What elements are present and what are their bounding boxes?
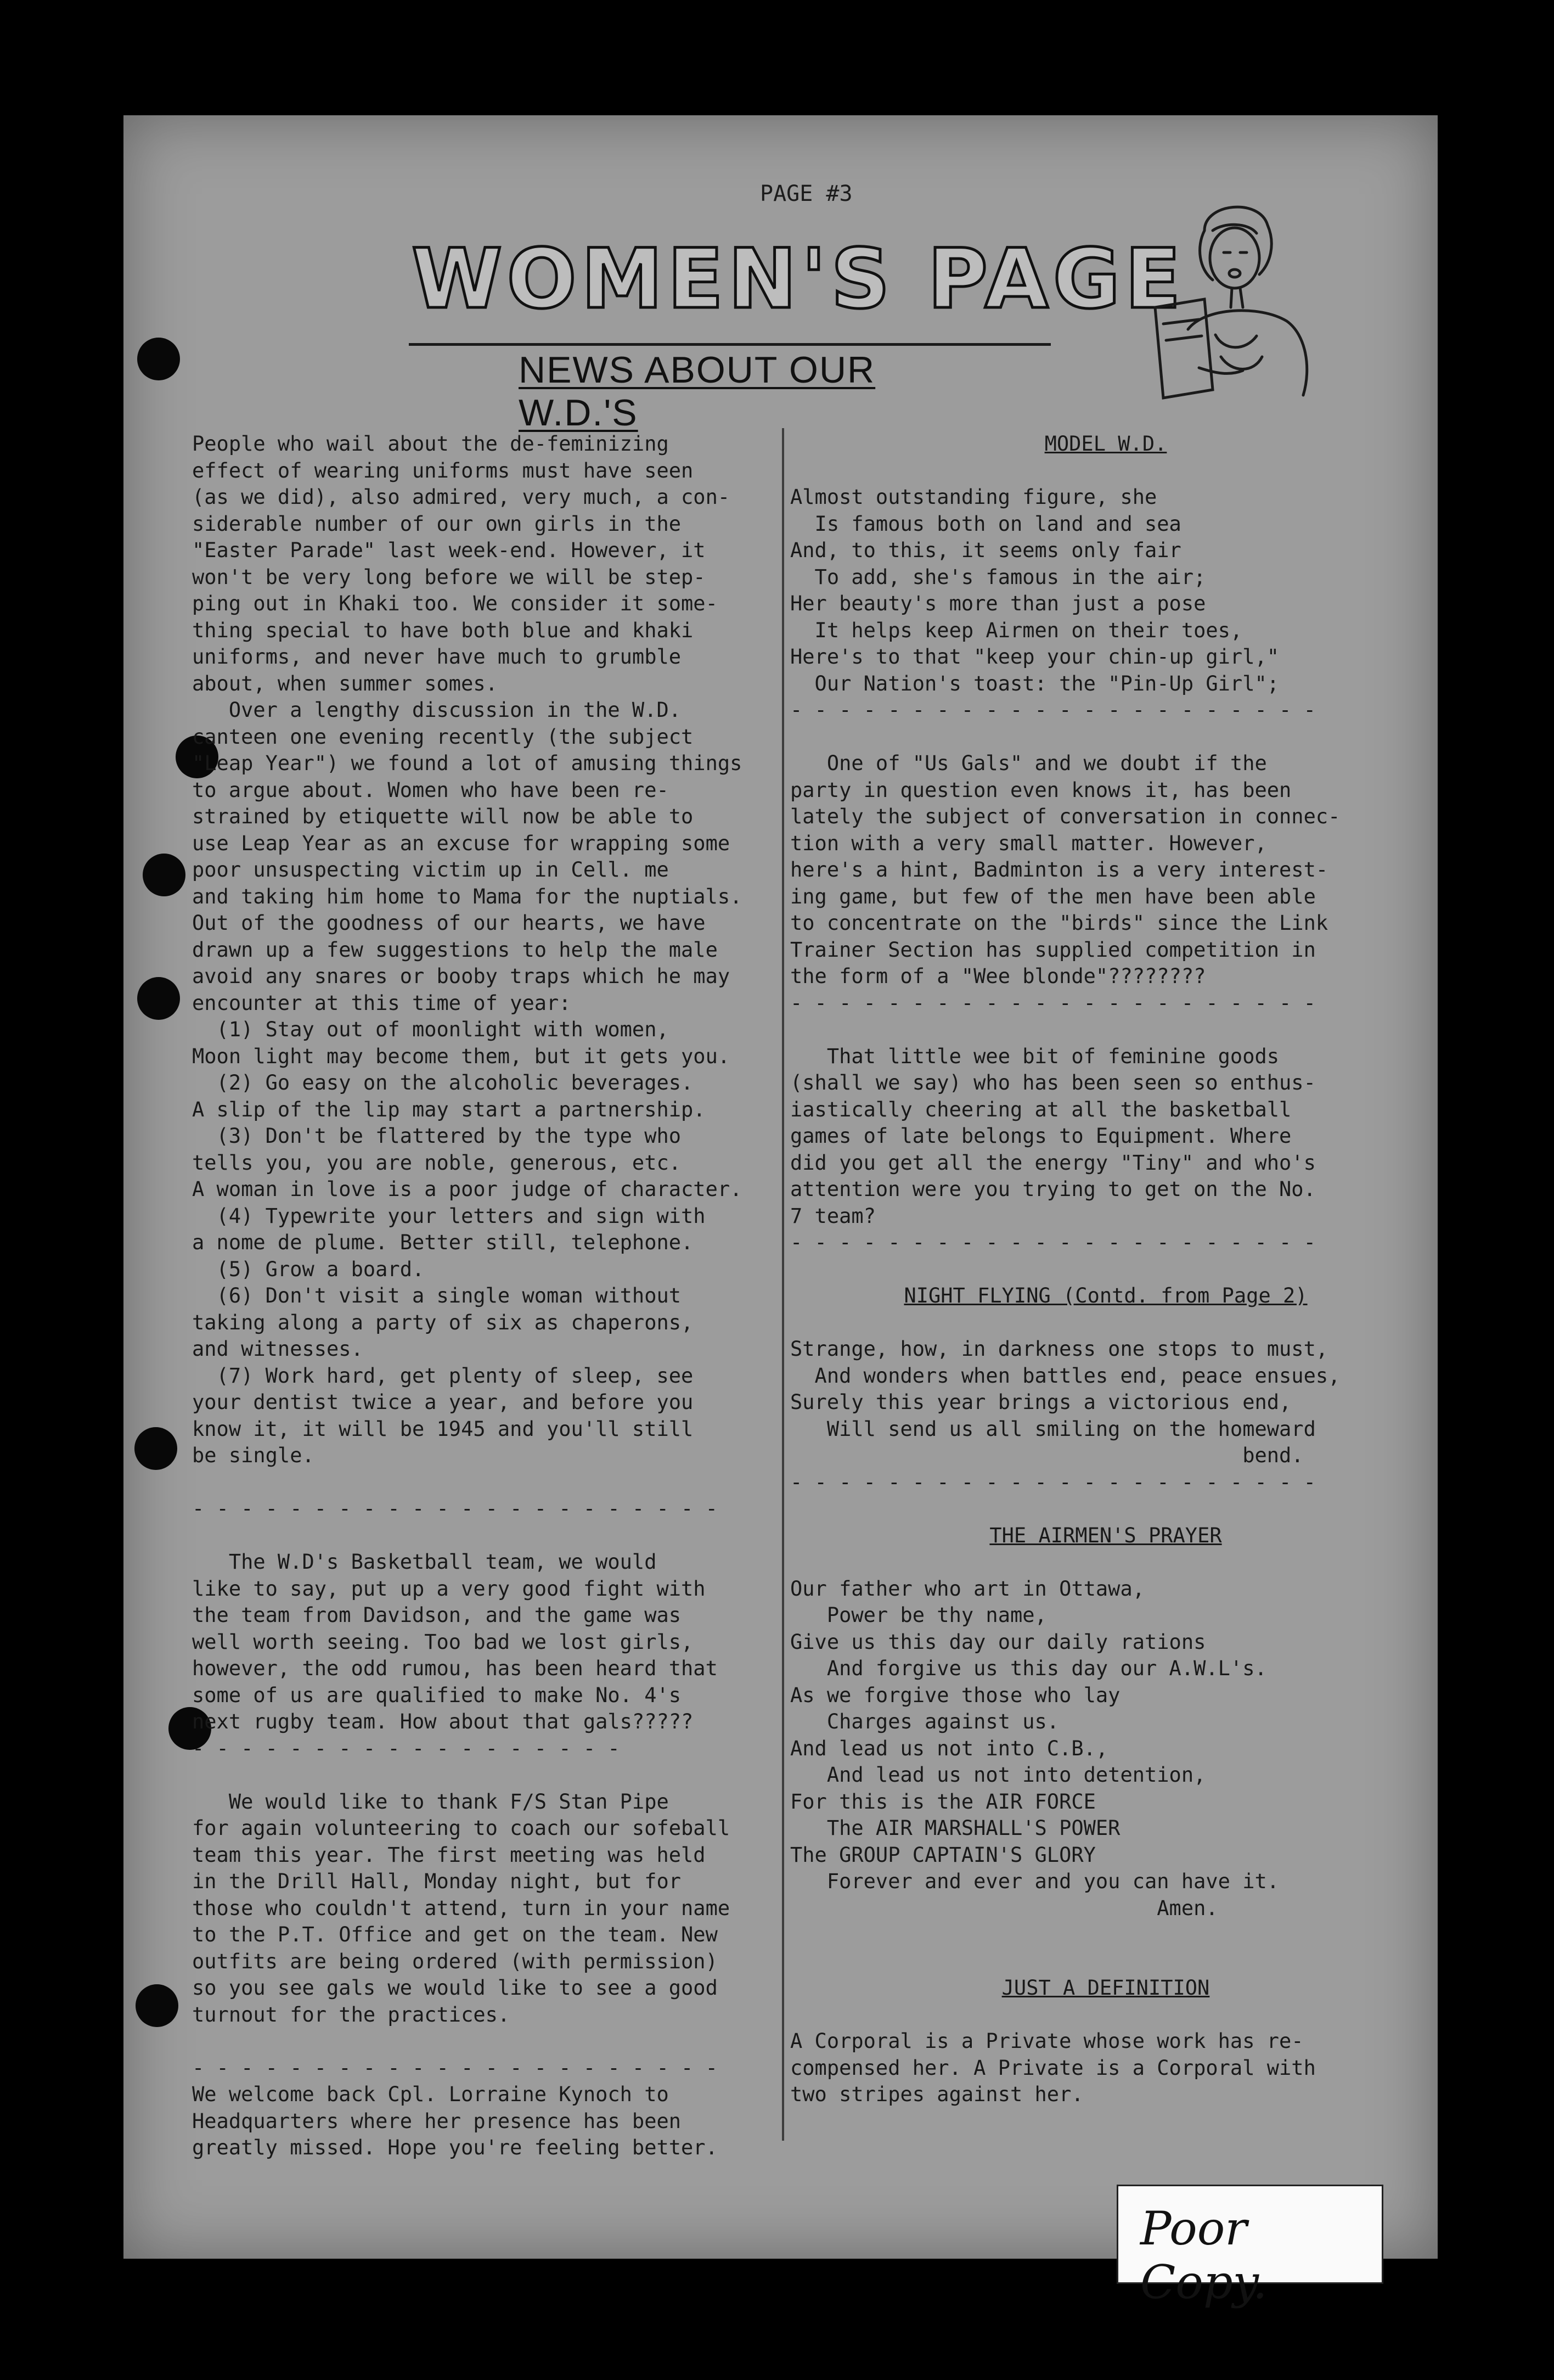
left-column-line: We welcome back Cpl. Lorraine Kynoch to [192,2082,669,2106]
left-column-line: Headquarters where her presence has been [192,2109,682,2133]
right-column-line: Amen. [790,1896,1218,1920]
right-column-line [790,1496,1421,1523]
left-column-line: Over a lengthy discussion in the W.D. [192,698,682,722]
subhead: NEWS ABOUT OUR W.D.'S [519,349,876,434]
left-column-line: next rugby team. How about that gals????? [192,1710,694,1733]
right-column-line: games of late belongs to Equipment. Where [790,1124,1292,1148]
left-column-line: to argue about. Women who have been re- [192,778,669,802]
right-column-line: tion with a very small matter. However, [790,831,1267,855]
punch-hole [134,1427,177,1470]
left-column-line: "Easter Parade" last week-end. However, it [192,538,706,562]
right-column-line: That little wee bit of feminine goods [790,1044,1280,1068]
right-column-line: MODEL W.D. [1044,432,1167,456]
left-column-line: The W.D's Basketball team, we would [192,1550,657,1574]
pin-up-girl-illustration [1122,192,1336,412]
left-column-line: won't be very long before we will be step- [192,565,706,589]
right-column-line [790,1549,1421,1576]
left-column-line: thing special to have both blue and khaki [192,618,694,642]
left-column-line: outfits are being ordered (with permission) [192,1949,718,1973]
document-page [123,115,1438,2309]
right-column-line: Is famous both on land and sea [790,512,1181,536]
left-column-line: siderable number of our own girls in the [192,512,682,536]
left-column-line: (5) Grow a board. [192,1257,425,1281]
left-column-line: - - - - - - - - - - - - - - - - - - - - - - [192,2056,718,2080]
right-column-line: As we forgive those who lay [790,1683,1121,1707]
left-column-line: drawn up a few suggestions to help the male [192,938,718,962]
left-column-line: effect of wearing uniforms must have seen [192,458,694,482]
right-column-line: two stripes against her. [790,2082,1084,2106]
masthead-rule [409,343,1051,346]
left-column-line: - - - - - - - - - - - - - - - - - - - - - - [192,1497,718,1520]
right-column-line: the form of a "Wee blonde"???????? [790,964,1206,988]
right-column-line: Almost outstanding figure, she [790,485,1157,509]
left-column-line: avoid any snares or booby traps which he may [192,964,730,988]
right-column-line: ing game, but few of the men have been able [790,884,1316,908]
masthead-title [343,231,1254,321]
left-column-line: to the P.T. Office and get on the team. New [192,1923,718,1946]
right-column-line: lately the subject of conversation in connec- [790,805,1341,828]
right-column-line [790,1949,1421,1975]
left-column-line: know it, it will be 1945 and you'll still [192,1417,694,1441]
right-column-line: Power be thy name, [790,1603,1047,1627]
right-column-line: For this is the AIR FORCE [790,1789,1096,1814]
left-column-line: "Leap Year") we found a lot of amusing things [192,751,742,775]
left-column-line: about, when summer somes. [192,671,498,695]
right-column-line: And forgive us this day our A.W.L's. [790,1657,1267,1680]
right-column-line: THE AIRMEN'S PRAYER [989,1523,1222,1547]
left-column-line: tells you, you are noble, generous, etc. [192,1150,682,1175]
right-column-line: To add, she's famous in the air; [790,565,1206,589]
left-column-line: and taking him home to Mama for the nuptials. [192,884,742,908]
left-column-line: those who couldn't attend, turn in your name [192,1896,730,1920]
right-column-line [790,1017,1421,1043]
right-column-line: And lead us not into C.B., [790,1736,1108,1760]
right-column-line: Will send us all smiling on the homeward [790,1417,1316,1441]
right-column-line: And wonders when battles end, peace ensues, [790,1363,1341,1388]
right-column-line: Give us this day our daily rations [790,1630,1206,1654]
left-column-line: poor unsuspecting victim up in Cell. me [192,858,669,882]
right-column-line [790,2002,1421,2029]
left-column-line: taking along a party of six as chaperons, [192,1310,694,1334]
right-column-line: The AIR MARSHALL'S POWER [790,1816,1121,1840]
right-column [790,431,1421,2108]
left-column-line: well worth seeing. Too bad we lost girls, [192,1630,694,1654]
left-column-line: (6) Don't visit a single woman without [192,1284,682,1307]
right-column-line: Here's to that "keep your chin-up girl," [790,645,1280,669]
right-column-line: Surely this year brings a victorious end, [790,1390,1292,1414]
right-column-line: One of "Us Gals" and we doubt if the [790,751,1267,775]
right-column-line: - - - - - - - - - - - - - - - - - - - - - - [790,1470,1316,1494]
right-column-line: Her beauty's more than just a pose [790,592,1206,615]
right-column-line: Our Nation's toast: the "Pin-Up Girl"; [790,671,1280,695]
left-column-line: (4) Typewrite your letters and sign with [192,1204,706,1228]
right-column-line: And, to this, it seems only fair [790,538,1181,562]
right-column-line: NIGHT FLYING (Contd. from Page 2) [904,1284,1308,1307]
left-column-line: turnout for the practices. [192,2002,510,2027]
punch-hole [137,338,180,380]
left-column-line: in the Drill Hall, Monday night, but for [192,1870,682,1893]
left-column-line: (2) Go easy on the alcoholic beverages. [192,1071,694,1094]
right-column-line: Forever and ever and you can have it. [790,1870,1280,1893]
right-column-line: attention were you trying to get on the No. [790,1177,1316,1201]
masthead-text: WOMEN'S PAGE [411,232,1186,321]
right-column-line: party in question even knows it, has been [790,778,1292,802]
right-column-line: - - - - - - - - - - - - - - - - - - - - - - [790,1231,1316,1254]
left-column-line: however, the odd rumou, has been heard that [192,1657,718,1680]
right-column-line [790,458,1421,485]
right-column-line: here's a hint, Badminton is a very interest- [790,858,1328,882]
left-column-line: a nome de plume. Better still, telephone. [192,1231,694,1254]
left-column-line: and witnesses. [192,1337,363,1361]
left-column-line: (1) Stay out of moonlight with women, [192,1018,669,1041]
left-column-line: team this year. The first meeting was held [192,1843,706,1867]
right-column-line: - - - - - - - - - - - - - - - - - - - - - - [790,698,1316,722]
right-column-line: iastically cheering at all the basketball [790,1097,1292,1121]
right-column-line: It helps keep Airmen on their toes, [790,618,1243,642]
left-column-line: A woman in love is a poor judge of character. [192,1177,742,1201]
right-column-line [790,1256,1421,1283]
right-column-line: The GROUP CAPTAIN'S GLORY [790,1843,1096,1867]
punch-hole [137,977,180,1020]
page-number: PAGE #3 [760,181,853,206]
left-column-line: some of us are qualified to make No. 4's [192,1683,682,1707]
left-column-line: like to say, put up a very good fight with [192,1576,706,1601]
left-column-line: use Leap Year as an excuse for wrapping some [192,831,730,855]
right-column-line: Our father who art in Ottawa, [790,1576,1145,1601]
left-column-line: be single. [192,1444,314,1467]
right-column-line: bend. [790,1444,1304,1467]
right-column-line: And lead us not into detention, [790,1763,1206,1787]
left-column-line: We would like to thank F/S Stan Pipe [192,1789,669,1814]
right-column-line [790,724,1421,751]
left-column-line: canteen one evening recently (the subject [192,725,694,749]
right-column-line: A Corporal is a Private whose work has re- [790,2029,1304,2053]
left-column-line: for again volunteering to coach our sofeball [192,1816,730,1840]
left-column-line: - - - - - - - - - - - - - - - - - - [192,1736,620,1760]
right-column-line: Trainer Section has supplied competition in [790,938,1316,962]
left-column-line: People who wail about the de-feminizing [192,432,669,456]
left-column-line: your dentist twice a year, and before you [192,1390,694,1414]
left-column-line: the team from Davidson, and the game was [192,1603,682,1627]
right-column-line [790,1922,1421,1949]
punch-hole [143,854,185,896]
right-column-line: - - - - - - - - - - - - - - - - - - - - - - [790,991,1316,1015]
left-column-line: (3) Don't be flattered by the type who [192,1124,682,1148]
left-column-line: uniforms, and never have much to grumble [192,645,682,669]
right-column-line [790,1310,1421,1337]
right-column-line: JUST A DEFINITION [1001,1976,1210,2000]
left-column-line: encounter at this time of year: [192,991,571,1015]
left-column-line: Out of the goodness of our hearts, we have [192,911,706,935]
punch-hole [136,1984,178,2027]
left-column-line: (7) Work hard, get plenty of sleep, see [192,1363,694,1388]
left-column-line: A slip of the lip may start a partnership. [192,1097,706,1121]
right-column-line: did you get all the energy "Tiny" and who's [790,1150,1316,1175]
left-column-line: Moon light may become them, but it gets you. [192,1044,730,1068]
right-column-line: to concentrate on the "birds" since the Link [790,911,1328,935]
handwritten-label-text: Poor Copy. [1140,2202,1268,2309]
right-column-line: Charges against us. [790,1710,1060,1733]
left-column-line: ping out in Khaki too. We consider it some- [192,592,718,615]
right-column-line: 7 team? [790,1204,876,1228]
right-column-line: Strange, how, in darkness one stops to must, [790,1337,1328,1361]
handwritten-label [1117,2185,1383,2309]
left-column-line: greatly missed. Hope you're feeling better. [192,2136,718,2159]
left-column-line: (as we did), also admired, very much, a con- [192,485,730,509]
left-column-line: strained by etiquette will now be able to [192,805,694,828]
right-column-line: compensed her. A Private is a Corporal with [790,2056,1316,2080]
right-column-line: (shall we say) who has been seen so enthus- [790,1071,1316,1094]
left-column-line: so you see gals we would like to see a good [192,1976,718,2000]
